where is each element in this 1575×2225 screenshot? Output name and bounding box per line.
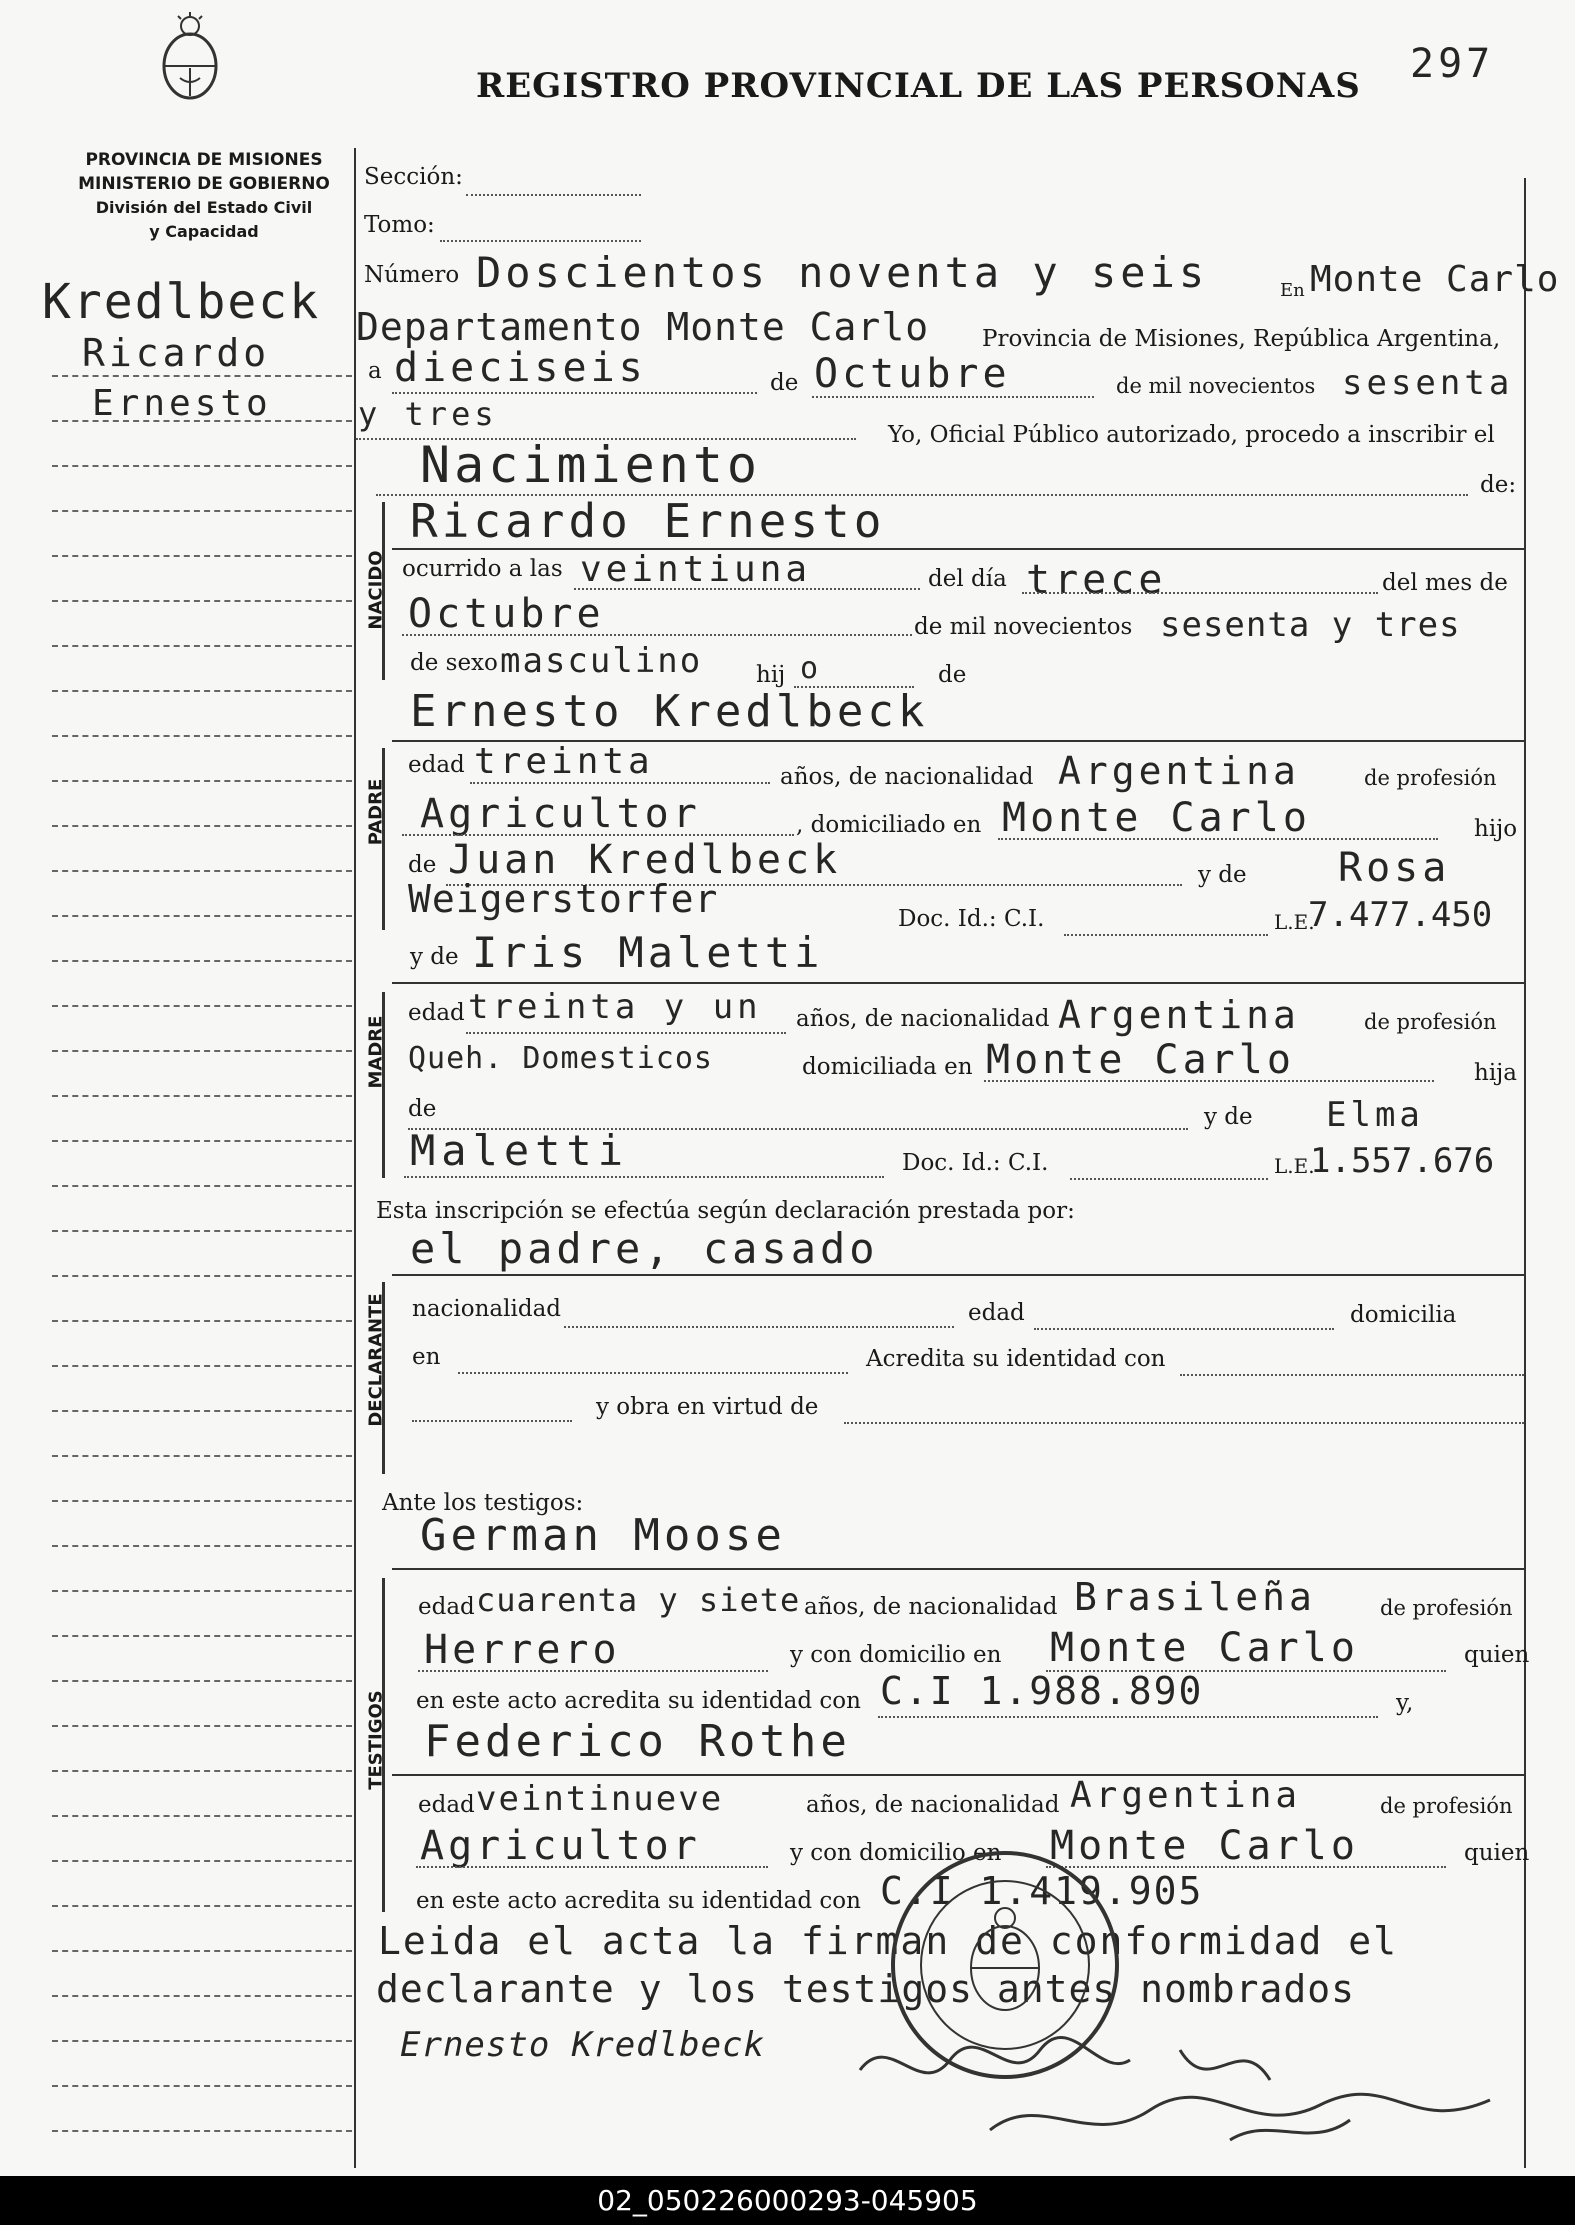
birth-day-value: trece [1026, 557, 1167, 603]
departamento-value: Departamento Monte Carlo [356, 305, 930, 349]
tomo-field [440, 240, 641, 242]
w1-quien-label: quien [1464, 1642, 1530, 1668]
father-mother-value-2: Weigerstorfer [408, 877, 719, 921]
en-label2: en [412, 1344, 441, 1370]
nacionalidad-label: nacionalidad [412, 1296, 562, 1322]
father-dom-field [998, 838, 1438, 840]
official-seal-icon [880, 1840, 1130, 2090]
witness1-prof-value: Herrero [424, 1627, 621, 1673]
mother-mother-field [404, 1176, 884, 1178]
margin-surname: Kredlbeck [42, 274, 321, 330]
mother-nat-value: Argentina [1058, 993, 1300, 1037]
margin-line [52, 1185, 352, 1187]
month-value: Octubre [814, 351, 1011, 397]
hour-field [574, 588, 920, 590]
birth-year-value: sesenta y tres [1160, 605, 1461, 645]
w2-edad-label: edad [418, 1792, 475, 1818]
place-value: Monte Carlo [1310, 259, 1560, 300]
w2-profesion-label: de profesión [1380, 1794, 1513, 1818]
father-anos-label: años, de nacionalidad [780, 764, 1034, 790]
margin-line [52, 1590, 352, 1592]
testigos-tab: TESTIGOS [365, 1690, 387, 1790]
provincia-label: Provincia de Misiones, República Argentina, [982, 326, 1501, 352]
decl-obra-field [844, 1422, 1524, 1424]
father-doc-label: Doc. Id.: C.I. [898, 906, 1045, 932]
w2-con-domicilio-label: y con domicilio en [790, 1840, 1002, 1866]
closing-line-2: declarante y los testigos antes nombrados [376, 1967, 1355, 2011]
witness1-dom-value: Monte Carlo [1050, 1625, 1359, 1671]
mother-profesion-label: de profesión [1364, 1010, 1497, 1034]
issuer-division: División del Estado Civil [95, 198, 313, 217]
father-name-value: Ernesto Kredlbeck [410, 686, 929, 737]
mother-dom-field [984, 1080, 1434, 1082]
witness2-name-value: Federico Rothe [424, 1716, 851, 1767]
margin-line [52, 645, 352, 647]
margin-line [52, 690, 352, 692]
numero-label: Número [364, 262, 460, 288]
witness1-name-value: German Moose [420, 1510, 786, 1561]
birth-mil-label: de mil novecientos [914, 614, 1133, 640]
mother-age-value: treinta y un [468, 987, 762, 1027]
de-colon-label: de: [1480, 472, 1517, 498]
margin-given-2: Ernesto [92, 383, 272, 424]
mother-doc-field [1070, 1178, 1268, 1180]
mother-dom-value: Monte Carlo [986, 1037, 1295, 1083]
margin-line [52, 375, 352, 377]
padre-tab: PADRE [365, 778, 387, 846]
mother-le-value: 1.557.676 [1310, 1141, 1495, 1181]
declarant-line [392, 1274, 1524, 1276]
margin-line [52, 465, 352, 467]
margin-line [52, 1770, 352, 1772]
issuer-province: PROVINCIA DE MISIONES [85, 150, 323, 170]
margin-line [52, 1680, 352, 1682]
margin-line [52, 1230, 352, 1232]
margin-separator [354, 148, 356, 2168]
margin-line [52, 1140, 352, 1142]
mother-doc-label: Doc. Id.: C.I. [902, 1150, 1049, 1176]
margin-line [52, 1500, 352, 1502]
coat-of-arms-icon [150, 6, 230, 106]
father-dom-value: Monte Carlo [1002, 795, 1311, 841]
margin-line [52, 600, 352, 602]
domiciliado-label: , domiciliado en [796, 812, 982, 838]
madre-tab: MADRE [365, 1015, 387, 1089]
y-de-label: y de [1198, 862, 1247, 888]
domiciliada-label: domiciliada en [802, 1054, 973, 1080]
margin-line [52, 1275, 352, 1277]
mother-mother-value-2: Maletti [410, 1126, 630, 1175]
hijo-suffix-value: o [800, 651, 823, 686]
mil-label: de mil novecientos [1116, 374, 1316, 398]
mother-prof-value: Queh. Domesticos [408, 1041, 713, 1076]
seccion-label: Sección: [364, 164, 463, 190]
mother-edad-label: edad [408, 1000, 465, 1026]
sex-value: masculino [500, 641, 703, 681]
margin-line [52, 2040, 352, 2042]
w1-con-domicilio-label: y con domicilio en [790, 1642, 1002, 1668]
witness2-name-line [392, 1774, 1524, 1776]
oficial-label: Yo, Oficial Público autorizado, procedo a inscribir el [888, 422, 1495, 448]
w1-acredita-label: en este acto acredita su identidad con [416, 1688, 861, 1714]
father-doc-field [1064, 934, 1268, 936]
decl-id-field [1180, 1374, 1524, 1376]
decl-dom-field [458, 1372, 848, 1374]
margin-line [52, 2130, 352, 2132]
father-age-field [470, 782, 770, 784]
mother-mother-value-1: Elma [1326, 1095, 1424, 1135]
father-le-value: 7.477.450 [1308, 895, 1493, 935]
year-value-2: y tres [358, 395, 498, 433]
closing-line-1: Leida el acta la firman de conformidad el [378, 1919, 1398, 1963]
nacido-tab: NACIDO [365, 550, 387, 630]
margin-line [52, 960, 352, 962]
w1-id-field [878, 1716, 1378, 1718]
w2-anos-label: años, de nacionalidad [806, 1792, 1060, 1818]
margin-line [52, 1950, 352, 1952]
father-mother-value-1: Rosa [1338, 845, 1451, 891]
birth-month-field [402, 634, 912, 636]
act-type-value: Nacimiento [420, 436, 762, 494]
margin-line [52, 1860, 352, 1862]
mother-de-label: de [408, 1096, 437, 1122]
father-prof-value: Agricultor [420, 791, 701, 837]
father-father-value: Juan Kredlbeck [448, 837, 842, 883]
w2-quien-label: quien [1464, 1840, 1530, 1866]
de2-label: de [408, 852, 437, 878]
w1-prof-field [418, 1670, 768, 1672]
acredita-label: Acredita su identidad con [866, 1346, 1166, 1372]
hour-value: veintiuna [580, 549, 812, 590]
declarante-tab: DECLARANTE [365, 1293, 387, 1427]
folio-number: 297 [1410, 41, 1495, 87]
witness1-nat-value: Brasileña [1074, 1575, 1316, 1619]
del-dia-label: del día [928, 566, 1007, 592]
issuer-division-2: y Capacidad [149, 222, 259, 241]
margin-line [52, 1050, 352, 1052]
tomo-label: Tomo: [364, 212, 435, 238]
margin-line [52, 510, 352, 512]
w1-anos-label: años, de nacionalidad [804, 1594, 1058, 1620]
issuer-block [64, 148, 344, 244]
ocurrido-label: ocurrido a las [402, 556, 563, 582]
margin-line [52, 1455, 352, 1457]
hija-label: hija [1474, 1060, 1518, 1086]
father-edad-label: edad [408, 752, 465, 778]
en-label: En [1280, 280, 1305, 301]
margin-line [52, 915, 352, 917]
margin-line [52, 1635, 352, 1637]
del-mes-label: del mes de [1382, 570, 1508, 596]
witness1-id-value: C.I 1.988.890 [880, 1669, 1204, 1713]
father-prof-field [402, 834, 794, 836]
w1-edad-label: edad [418, 1594, 475, 1620]
margin-line [52, 735, 352, 737]
edad2-label: edad [968, 1300, 1025, 1326]
margin-line [52, 1005, 352, 1007]
month-field [812, 396, 1094, 398]
mother-age-field [466, 1032, 786, 1034]
birth-month-value: Octubre [408, 591, 605, 637]
issuer-ministry: MINISTERIO DE GOBIERNO [78, 174, 330, 194]
day-field [392, 392, 757, 394]
day-value: dieciseis [394, 345, 647, 391]
mother-y-de2-label: y de [1204, 1104, 1253, 1130]
year-value-1: sesenta [1342, 363, 1514, 403]
margin-line [52, 1905, 352, 1907]
margin-line [52, 780, 352, 782]
father-le-label: L.E. [1274, 910, 1315, 934]
w2-acredita-label: en este acto acredita su identidad con [416, 1888, 861, 1914]
de-label: de [770, 370, 799, 396]
child-name-value: Ricardo Ernesto [410, 494, 886, 548]
declarant-value: el padre, casado [410, 1224, 879, 1273]
father-profesion-label: de profesión [1364, 766, 1497, 790]
father-age-value: treinta [474, 741, 654, 782]
a-label: a [368, 358, 382, 384]
margin-line [52, 2085, 352, 2087]
margin-line [52, 1725, 352, 1727]
mother-name-line [392, 982, 1524, 984]
hijo-de-label: de [938, 662, 967, 688]
witness2-id-value: C.I 1.419.905 [880, 1869, 1204, 1913]
mother-y-de-label: y de [410, 944, 459, 970]
w2-prof-field [416, 1866, 768, 1868]
decl-nat-field [564, 1326, 954, 1328]
margin-given-1: Ricardo [82, 331, 271, 375]
decl-obra-pre-field [412, 1420, 572, 1422]
child-name-line [392, 548, 1524, 550]
margin-line [52, 1995, 352, 1997]
witness1-age-value: cuarenta y siete [476, 1581, 801, 1619]
page-title: REGISTRO PROVINCIAL DE LAS PERSONAS [476, 66, 1361, 106]
right-border [1524, 178, 1526, 2168]
witness2-nat-value: Argentina [1070, 1775, 1302, 1816]
document-id-footer: 02_050226000293-045905 [0, 2176, 1575, 2225]
hijo2-label: hijo [1474, 816, 1518, 842]
witness2-age-value: veintinueve [476, 1779, 724, 1819]
margin-line [52, 825, 352, 827]
margin-line [52, 1365, 352, 1367]
birth-day-field [1022, 592, 1378, 594]
obra-label: y obra en virtud de [596, 1394, 819, 1420]
hijo-label: hij [756, 662, 786, 688]
margin-line [52, 1095, 352, 1097]
margin-line [52, 1545, 352, 1547]
margin-line [52, 1320, 352, 1322]
inscripcion-label: Esta inscripción se efectúa según declaración prestada por: [376, 1198, 1075, 1224]
mother-name-value: Iris Maletti [472, 928, 824, 977]
domicilia-label: domicilia [1350, 1302, 1457, 1328]
margin-line [52, 1815, 352, 1817]
testigos-label: Ante los testigos: [382, 1490, 584, 1516]
sexo-label: de sexo [410, 650, 498, 676]
witness2-dom-value: Monte Carlo [1050, 1823, 1359, 1869]
witness1-name-line [392, 1568, 1524, 1570]
numero-value: Doscientos noventa y seis [476, 248, 1209, 297]
margin-line [52, 555, 352, 557]
y-comma-label: y, [1396, 1690, 1414, 1716]
margin-line [52, 870, 352, 872]
declarant-signature: Ernesto Kredlbeck [400, 2025, 765, 2065]
witness2-prof-value: Agricultor [420, 1823, 701, 1869]
mother-anos-label: años, de nacionalidad [796, 1006, 1050, 1032]
w1-profesion-label: de profesión [1380, 1596, 1513, 1620]
decl-age-field [1034, 1328, 1334, 1330]
seccion-field [466, 194, 641, 196]
father-nat-value: Argentina [1058, 749, 1300, 793]
margin-line [52, 1410, 352, 1412]
mother-le-label: L.E. [1274, 1154, 1315, 1178]
